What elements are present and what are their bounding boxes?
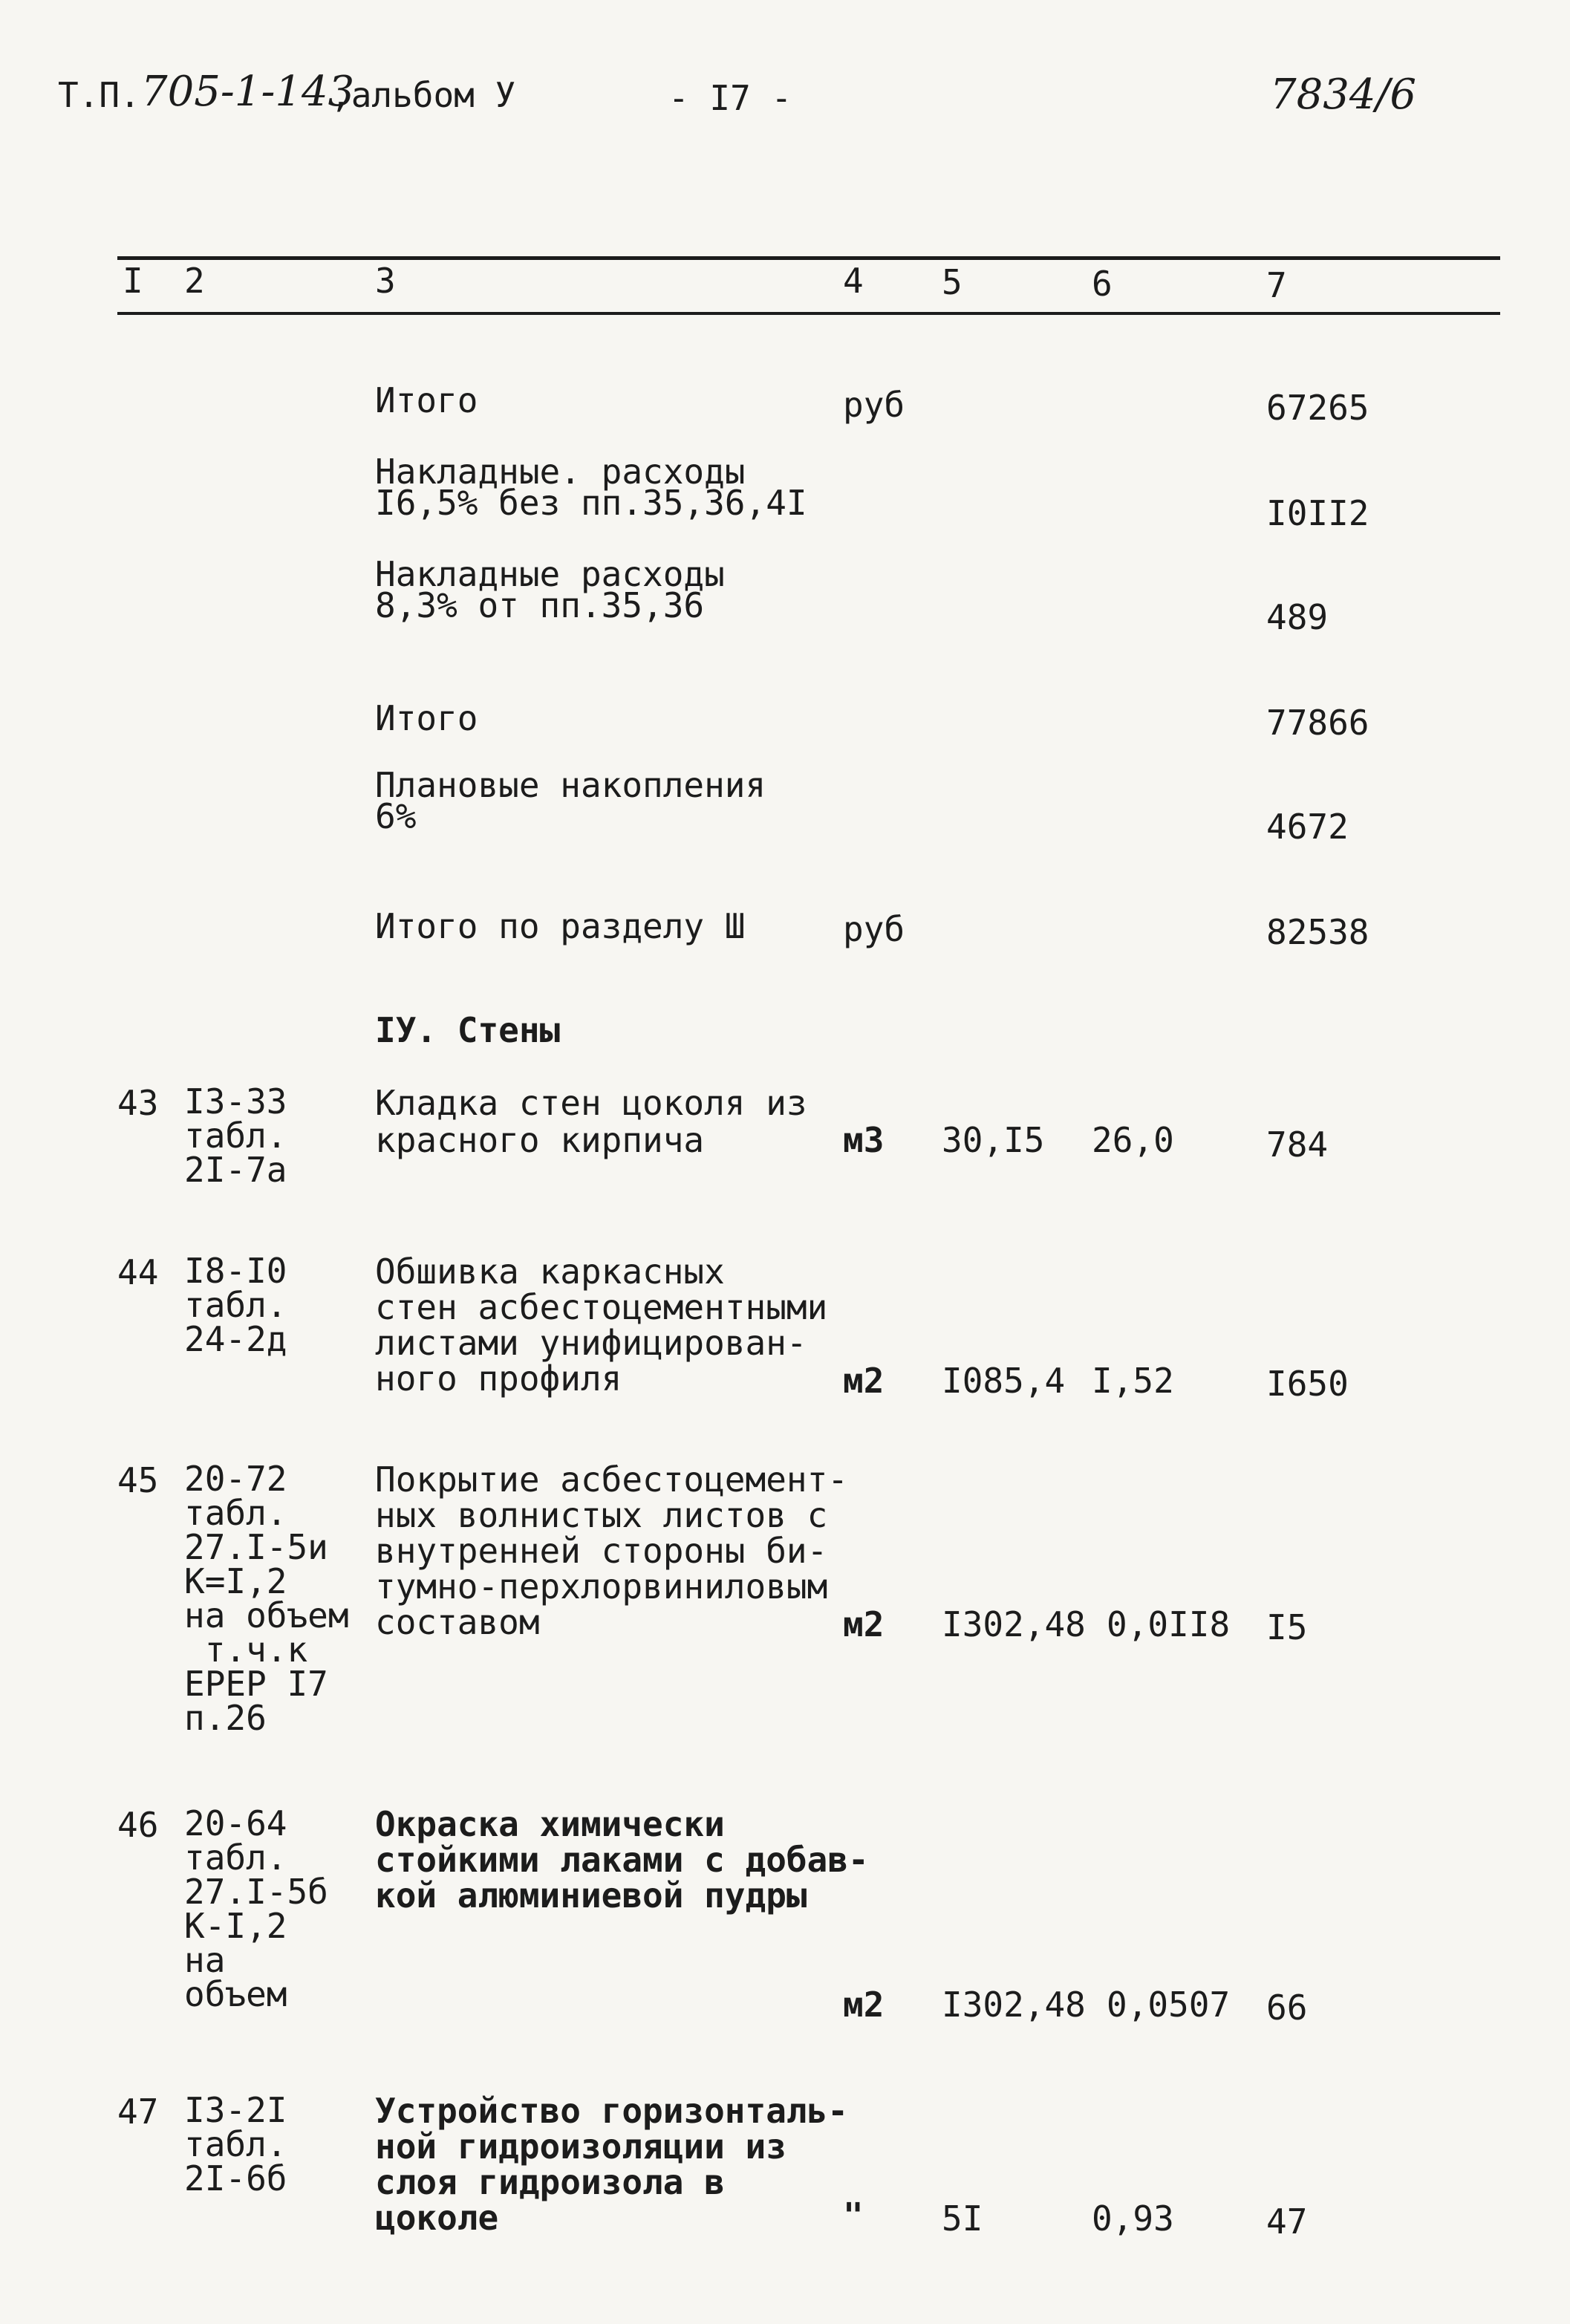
page-number: - I7 - (668, 78, 792, 118)
row-quantity: 5I (942, 2198, 983, 2239)
row-unit-price: 26,0 (1092, 1120, 1174, 1160)
row-description: Покрытие асбестоцемент- ных волнистых листов с внутренней стороны би- тумно-перхлорвиниловым составом (375, 1459, 848, 1642)
summary-total: 489 (1266, 597, 1329, 637)
summary-text: Итого (375, 380, 478, 420)
column-heading-1: I (123, 261, 143, 301)
row-quantity: 30,I5 (942, 1120, 1045, 1160)
row-description: Обшивка каркасных стен асбестоцементными листами унифицирован- ного профиля (375, 1251, 828, 1399)
row-unit-price: 0,0507 (1107, 1985, 1231, 2025)
row-total: 784 (1266, 1124, 1329, 1165)
row-unit: " (843, 2196, 864, 2236)
row-description: Окраска химически стойкими лаками с добав- кой алюминиевой пудры (375, 1804, 869, 1915)
row-number: 43 (117, 1083, 159, 1123)
row-unit: м3 (843, 1120, 885, 1160)
row-code: I8-I0 табл. 24-2д (184, 1251, 287, 1359)
summary-total: 82538 (1266, 912, 1369, 952)
summary-text: Накладные. расходы I6,5% без пп.35,36,4I (375, 452, 807, 523)
row-description: Устройство горизонталь- ной гидроизоляции из слоя гидроизола в цоколе (375, 2091, 848, 2238)
row-quantity: I302,48 (942, 1985, 1086, 2025)
summary-total: I0II2 (1266, 493, 1369, 533)
row-code: I3-2I табл. 2I-6б (184, 2090, 287, 2198)
summary-text: Накладные расходы 8,3% от пп.35,36 (375, 554, 725, 625)
row-unit-price: 0,0II8 (1107, 1604, 1231, 1644)
summary-total: 77866 (1266, 703, 1369, 743)
row-quantity: I302,48 (942, 1604, 1086, 1644)
row-number: 45 (117, 1460, 159, 1500)
album-label: ,альбом У (330, 75, 516, 115)
summary-unit: руб (843, 385, 905, 425)
row-number: 46 (117, 1805, 159, 1845)
doc-prefix: Т.П. (58, 75, 140, 115)
row-unit: м2 (843, 1985, 885, 2025)
row-quantity: I085,4 (942, 1361, 1066, 1401)
row-unit: м2 (843, 1361, 885, 1401)
table-header-rule (117, 312, 1500, 315)
row-total: I650 (1266, 1364, 1349, 1404)
row-unit-price: 0,93 (1092, 2198, 1174, 2239)
row-unit: м2 (843, 1604, 885, 1644)
row-total: 66 (1266, 1988, 1308, 2028)
row-total: 47 (1266, 2201, 1308, 2242)
summary-unit: руб (843, 909, 905, 949)
summary-total: 4672 (1266, 807, 1349, 847)
summary-text: Итого (375, 698, 478, 738)
row-number: 44 (117, 1252, 159, 1292)
section-title: IУ. Стены (375, 1010, 561, 1050)
summary-text: Итого по разделу Ш (375, 906, 746, 946)
column-heading-5: 5 (942, 262, 962, 302)
summary-text: Плановые накопления 6% (375, 765, 766, 836)
table-top-rule (117, 256, 1500, 260)
row-code: I3-33 табл. 2I-7а (184, 1081, 287, 1190)
column-heading-2: 2 (184, 261, 205, 301)
row-description: Кладка стен цоколя из красного кирпича (375, 1083, 807, 1160)
column-heading-6: 6 (1092, 264, 1113, 304)
row-number: 47 (117, 2092, 159, 2132)
row-code: 20-64 табл. 27.I-5б К-I,2 на объем (184, 1803, 328, 2014)
column-heading-7: 7 (1266, 265, 1287, 305)
column-heading-4: 4 (843, 261, 864, 301)
summary-total: 67265 (1266, 388, 1369, 428)
row-total: I5 (1266, 1607, 1308, 1647)
document-code-handwritten: 7834/6 (1270, 71, 1417, 119)
row-code: 20-72 табл. 27.I-5и К=I,2 на объем т.ч.к ЕРЕР I7 п.26 (184, 1459, 349, 1738)
row-unit-price: I,52 (1092, 1361, 1174, 1401)
column-heading-3: 3 (375, 261, 396, 301)
project-number-handwritten: 705-1-143 (141, 68, 355, 116)
